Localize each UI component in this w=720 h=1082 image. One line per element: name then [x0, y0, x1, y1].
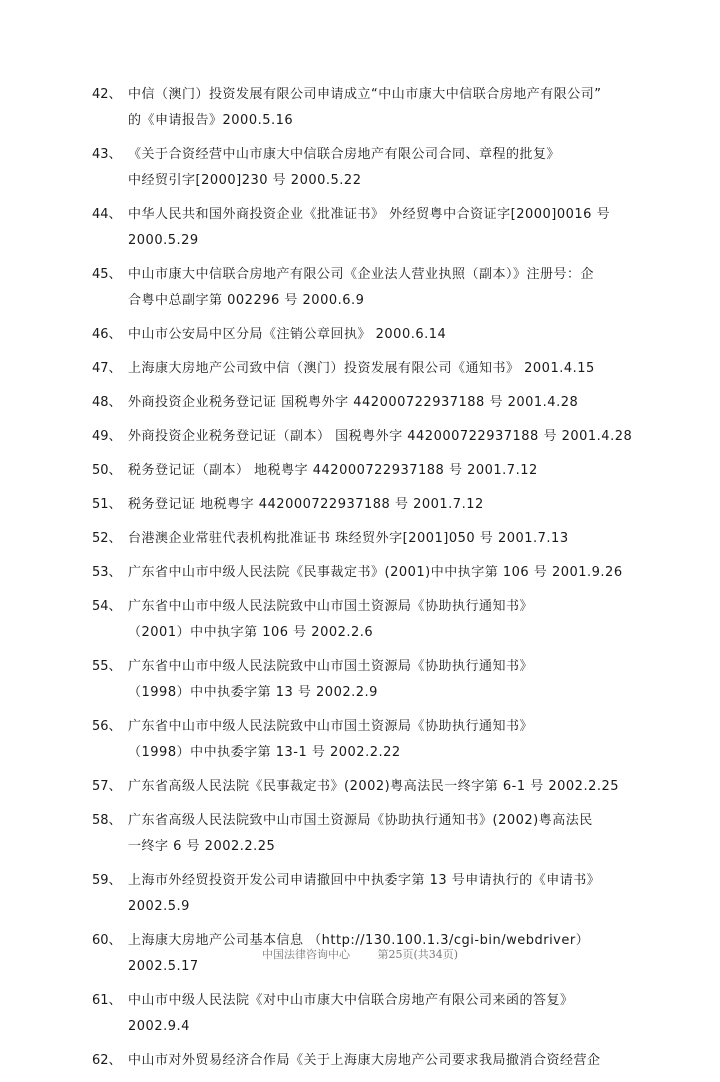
item-number: 51、 [92, 497, 122, 512]
list-item [92, 262, 652, 314]
item-text-line: 广东省中山市中级人民法院致中山市国土资源局《协助执行通知书》 [128, 659, 534, 674]
item-text-line: 广东省中山市中级人民法院致中山市国土资源局《协助执行通知书》 [128, 599, 534, 614]
item-text [128, 808, 652, 860]
item-text-line: 广东省高级人民法院致中山市国土资源局《协助执行通知书》(2002)粤高法民 [128, 813, 593, 828]
item-text [128, 142, 652, 194]
item-text-line: 中山市对外贸易经济合作局《关于上海康大房地产公司要求我局撤消合资经营企 [128, 1053, 601, 1068]
item-number: 55、 [92, 659, 122, 674]
list-item [92, 424, 652, 450]
reference-list [92, 82, 652, 1082]
list-item [92, 808, 652, 860]
list-item [92, 560, 652, 586]
item-text [128, 594, 652, 646]
item-text-line: 中信（澳门）投资发展有限公司申请成立“中山市康大中信联合房地产有限公司” [128, 87, 602, 102]
item-text-line: 上海市外经贸投资开发公司申请撤回中中执委字第 13 号申请执行的《申请书》 [128, 873, 601, 888]
list-item [92, 594, 652, 646]
item-text [128, 526, 652, 552]
item-text-line: 中经贸引字[2000]230 号 2000.5.22 [128, 173, 362, 188]
item-number: 44、 [92, 207, 122, 222]
list-item [92, 458, 652, 484]
item-text-line: 广东省中山市中级人民法院《民事裁定书》(2001)中中执字第 106 号 2001.9.26 [128, 565, 623, 580]
item-text-line: 一终字 6 号 2002.2.25 [128, 839, 276, 854]
item-number: 42、 [92, 87, 122, 102]
item-text-line: 中山市公安局中区分局《注销公章回执》 2000.6.14 [128, 327, 447, 342]
item-text [128, 82, 652, 134]
item-text-line: 中山市康大中信联合房地产有限公司《企业法人营业执照（副本）》注册号：企 [128, 267, 595, 282]
list-item [92, 390, 652, 416]
item-number: 52、 [92, 531, 122, 546]
item-text [128, 492, 652, 518]
item-text [128, 390, 652, 416]
item-text [128, 202, 652, 254]
item-text-line: 外商投资企业税务登记证 国税粤外字 442000722937188 号 2001.4.28 [128, 395, 579, 410]
item-number: 54、 [92, 599, 122, 614]
item-text [128, 322, 652, 348]
list-item [92, 356, 652, 382]
list-item [92, 202, 652, 254]
item-number: 60、 [92, 933, 122, 948]
item-text [128, 1048, 652, 1074]
item-number: 43、 [92, 147, 122, 162]
list-item [92, 714, 652, 766]
item-number: 57、 [92, 779, 122, 794]
item-text-line: 《关于合资经营中山市康大中信联合房地产有限公司合同、章程的批复》 [128, 147, 561, 162]
item-text-line: （2001）中中执字第 106 号 2002.2.6 [128, 625, 374, 640]
item-number: 46、 [92, 327, 122, 342]
page-footer [0, 946, 720, 962]
item-text [128, 560, 652, 586]
list-item [92, 774, 652, 800]
list-item [92, 322, 652, 348]
item-text [128, 424, 652, 450]
item-text-line: 广东省高级人民法院《民事裁定书》(2002)粤高法民一终字第 6-1 号 2002.2.25 [128, 779, 620, 794]
item-text-line: 中山市中级人民法院《对中山市康大中信联合房地产有限公司来函的答复》 [128, 993, 574, 1008]
item-text [128, 356, 652, 382]
item-text-line: 外商投资企业税务登记证（副本） 国税粤外字 442000722937188 号 2001.4.28 [128, 429, 633, 444]
item-text [128, 988, 652, 1040]
item-number: 58、 [92, 813, 122, 828]
item-number: 59、 [92, 873, 122, 888]
item-number: 45、 [92, 267, 122, 282]
item-number: 50、 [92, 463, 122, 478]
footer-page-number: 第25页(共34页) [377, 948, 459, 961]
list-item [92, 82, 652, 134]
item-text-line: （1998）中中执委字第 13-1 号 2002.2.22 [128, 745, 401, 760]
item-number: 56、 [92, 719, 122, 734]
list-item [92, 988, 652, 1040]
list-item [92, 654, 652, 706]
item-number: 62、 [92, 1053, 122, 1068]
item-text-line: （1998）中中执委字第 13 号 2002.2.9 [128, 685, 378, 700]
item-number: 49、 [92, 429, 122, 444]
item-text-line: 2002.5.17 [128, 959, 199, 974]
item-text [128, 774, 652, 800]
item-number: 61、 [92, 993, 122, 1008]
list-item [92, 1048, 652, 1074]
item-text-line: 税务登记证 地税粤字 442000722937188 号 2001.7.12 [128, 497, 484, 512]
item-number: 53、 [92, 565, 122, 580]
item-text-line: 台港澳企业常驻代表机构批准证书 珠经贸外字[2001]050 号 2001.7.13 [128, 531, 569, 546]
item-text [128, 714, 652, 766]
item-number: 48、 [92, 395, 122, 410]
item-text-line: 的《申请报告》2000.5.16 [128, 113, 294, 128]
item-text-line: 中华人民共和国外商投资企业《批准证书》 外经贸粤中合资证字[2000]0016 号 [128, 207, 611, 222]
item-text-line: 2002.5.9 [128, 899, 190, 914]
item-text [128, 262, 652, 314]
footer-organization: 中国法律咨询中心 [261, 948, 350, 961]
item-text [128, 868, 652, 920]
item-number: 47、 [92, 361, 122, 376]
item-text-line: 合粤中总副字第 002296 号 2000.6.9 [128, 293, 365, 308]
item-text-line: 税务登记证（副本） 地税粤字 442000722937188 号 2001.7.12 [128, 463, 538, 478]
item-text [128, 654, 652, 706]
item-text-line: 上海康大房地产公司致中信（澳门）投资发展有限公司《通知书》 2001.4.15 [128, 361, 595, 376]
item-text-line: 广东省中山市中级人民法院致中山市国土资源局《协助执行通知书》 [128, 719, 534, 734]
list-item [92, 526, 652, 552]
item-text-line: 2002.9.4 [128, 1019, 190, 1034]
item-text-line: 2000.5.29 [128, 233, 199, 248]
item-text [128, 458, 652, 484]
list-item [92, 868, 652, 920]
list-item [92, 142, 652, 194]
list-item [92, 492, 652, 518]
item-text-line: 上海康大房地产公司基本信息 （http://130.100.1.3/cgi-bin/webdriver） [128, 933, 590, 948]
